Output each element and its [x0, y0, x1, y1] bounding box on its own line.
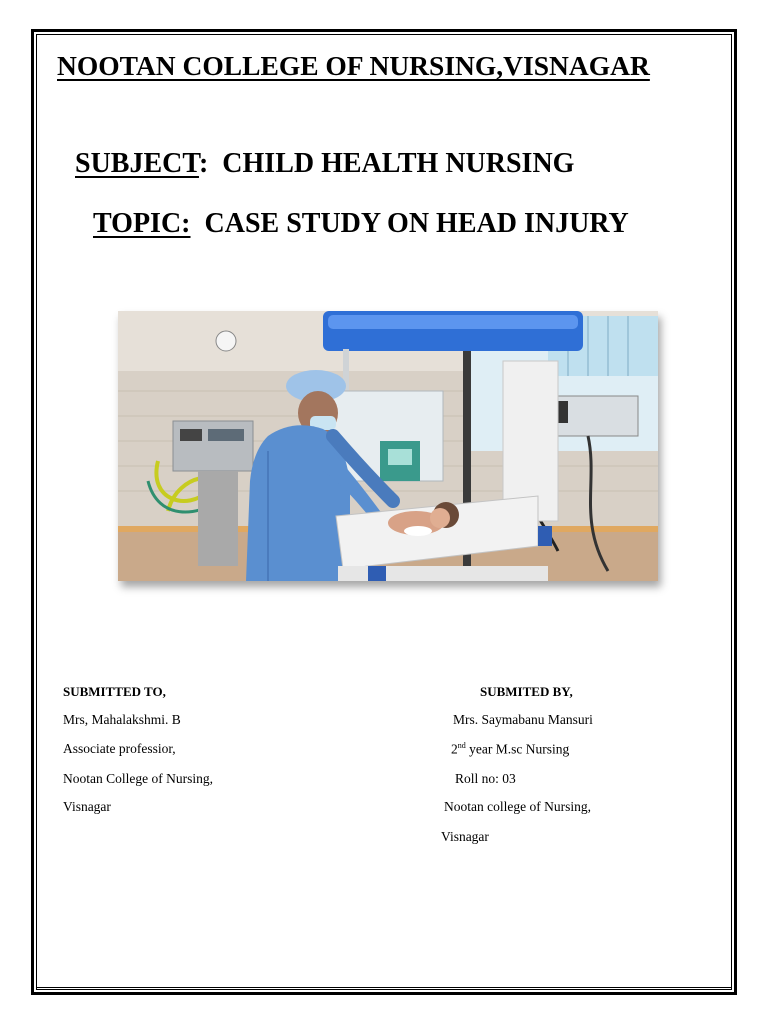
submitted-by-city: Visnagar: [441, 829, 489, 844]
submitted-by-name: Mrs. Saymabanu Mansuri: [453, 712, 593, 727]
submitted-to-heading: SUBMITTED TO,: [63, 684, 166, 699]
subject-line: [75, 148, 574, 180]
submitted-by-college: Nootan college of Nursing,: [444, 799, 591, 814]
topic-label: TOPIC:: [93, 208, 191, 239]
submitted-to-college: Nootan College of Nursing,: [63, 771, 213, 786]
submitted-by-heading: SUBMITED BY,: [480, 684, 573, 699]
subject-label: SUBJECT: [75, 148, 199, 179]
page-border-bottom-rule: [36, 987, 732, 988]
subject-value: CHILD HEALTH NURSING: [222, 148, 575, 179]
college-title: NOOTAN COLLEGE OF NURSING,VISNAGAR: [57, 50, 650, 81]
submitted-to-city: Visnagar: [63, 799, 111, 814]
submitted-by-year: [451, 741, 569, 758]
subject-colon: :: [198, 148, 223, 179]
nicu-photo: [118, 311, 658, 581]
year-number: 2: [451, 741, 458, 757]
year-course: year M.sc Nursing: [465, 741, 570, 757]
submitted-by-roll: Roll no: 03: [455, 771, 516, 786]
submitted-to-title: Associate professior,: [63, 741, 176, 756]
topic-value: CASE STUDY ON HEAD INJURY: [204, 208, 629, 239]
submitted-to-name: Mrs, Mahalakshmi. B: [63, 712, 181, 727]
topic-line: [93, 208, 629, 240]
year-suffix: nd: [457, 741, 466, 750]
